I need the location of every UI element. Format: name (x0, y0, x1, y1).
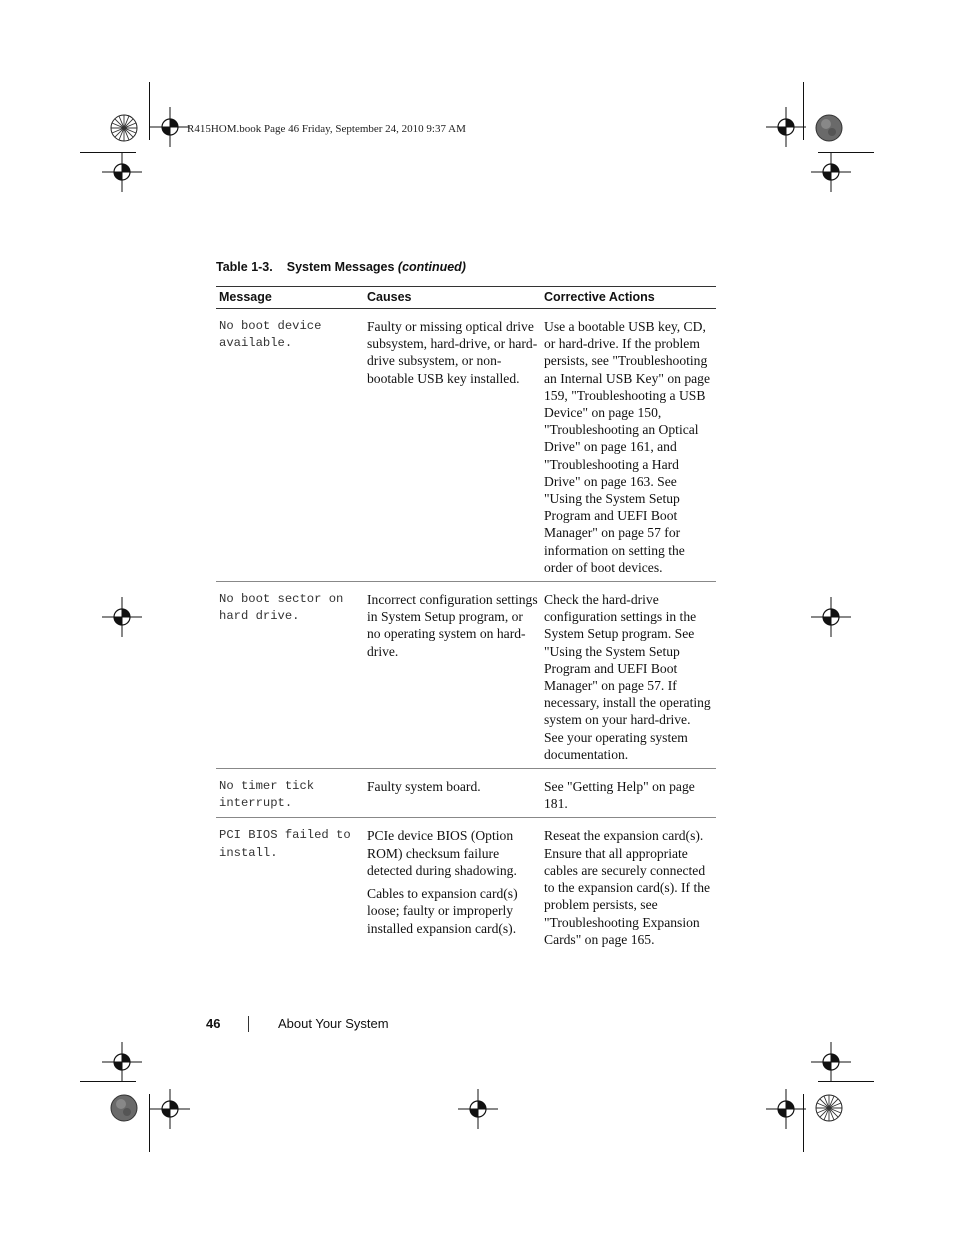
registration-mark-icon (150, 107, 190, 147)
page-number: 46 (206, 1016, 221, 1031)
actions-cell: Check the hard-drive configuration settings in the System Setup program. See "Using the System Setup Program and UEFI Boot Manager" on page 57. If necessary, install the operating system on your hard-drive. See your operating system documentation. (541, 582, 716, 769)
column-header-corrective-actions: Corrective Actions (541, 287, 716, 309)
footer-divider (248, 1016, 249, 1032)
table-row (216, 582, 716, 769)
table-row (216, 309, 716, 582)
registration-mark-icon (102, 152, 142, 192)
actions-cell: Use a bootable USB key, CD, or hard-drive. If the problem persists, see "Troubleshooting an Internal USB Key" on page 159, "Troubleshooting a USB Device" on page 150, "Troubleshooting an Optical Drive" on page 161, and "Troubleshooting a Hard Drive" on page 163. See "Using the System Setup Program and UEFI Boot Manager" on page 57 for information on setting the order of boot devices. (541, 309, 716, 582)
table-caption (216, 260, 466, 274)
registration-mark-icon (811, 1042, 851, 1082)
column-header-causes: Causes (364, 287, 541, 309)
starburst-target-icon (110, 114, 138, 142)
registration-mark-icon (458, 1089, 498, 1129)
causes-cell (364, 818, 541, 953)
column-header-message: Message (216, 287, 364, 309)
registration-mark-icon (150, 1089, 190, 1129)
system-messages-table (216, 286, 716, 953)
registration-mark-icon (102, 1042, 142, 1082)
causes-cell (364, 582, 541, 769)
message-cell: PCI BIOS failed to install. (219, 828, 351, 860)
cause-text: Faulty or missing optical drive subsystem, hard-drive, or hard-drive subsystem, or non-bootable USB key installed. (367, 319, 538, 386)
cause-text: PCIe device BIOS (Option ROM) checksum failure detected during shadowing. (367, 828, 517, 878)
grey-target-icon (110, 1094, 138, 1122)
table-header-row (216, 287, 716, 309)
cause-text: Cables to expansion card(s) loose; faulty or improperly installed expansion card(s). (367, 886, 518, 936)
causes-cell (364, 309, 541, 582)
actions-cell: Reseat the expansion card(s). Ensure that all appropriate cables are securely connected to the expansion card(s). If the problem persists, see "Troubleshooting Expansion Cards" on page 165. (544, 828, 711, 947)
actions-cell: See "Getting Help" on page 181. (541, 769, 716, 818)
table-row (216, 769, 716, 818)
registration-mark-icon (811, 152, 851, 192)
cause-text: Faulty system board. (367, 779, 481, 795)
footer-section-title: About Your System (278, 1016, 389, 1031)
registration-mark-icon (102, 597, 142, 637)
registration-mark-icon (811, 597, 851, 637)
print-slug: R415HOM.book Page 46 Friday, September 24, 2010 9:37 AM (187, 123, 466, 135)
registration-mark-icon (766, 1089, 806, 1129)
grey-target-icon (815, 114, 843, 142)
table-row (216, 818, 716, 953)
message-cell: No timer tick interrupt. (216, 769, 364, 818)
table-title: System Messages (286, 260, 395, 274)
table-continued: (continued) (397, 260, 466, 274)
cause-text: Incorrect configuration settings in System Setup program, or no operating system on hard-drive. (367, 592, 538, 659)
causes-cell (364, 769, 541, 818)
table-number: Table 1-3. (216, 260, 273, 274)
starburst-target-icon (815, 1094, 843, 1122)
registration-mark-icon (766, 107, 806, 147)
message-cell: No boot device available. (216, 309, 364, 582)
message-cell: No boot sector on hard drive. (216, 582, 364, 769)
